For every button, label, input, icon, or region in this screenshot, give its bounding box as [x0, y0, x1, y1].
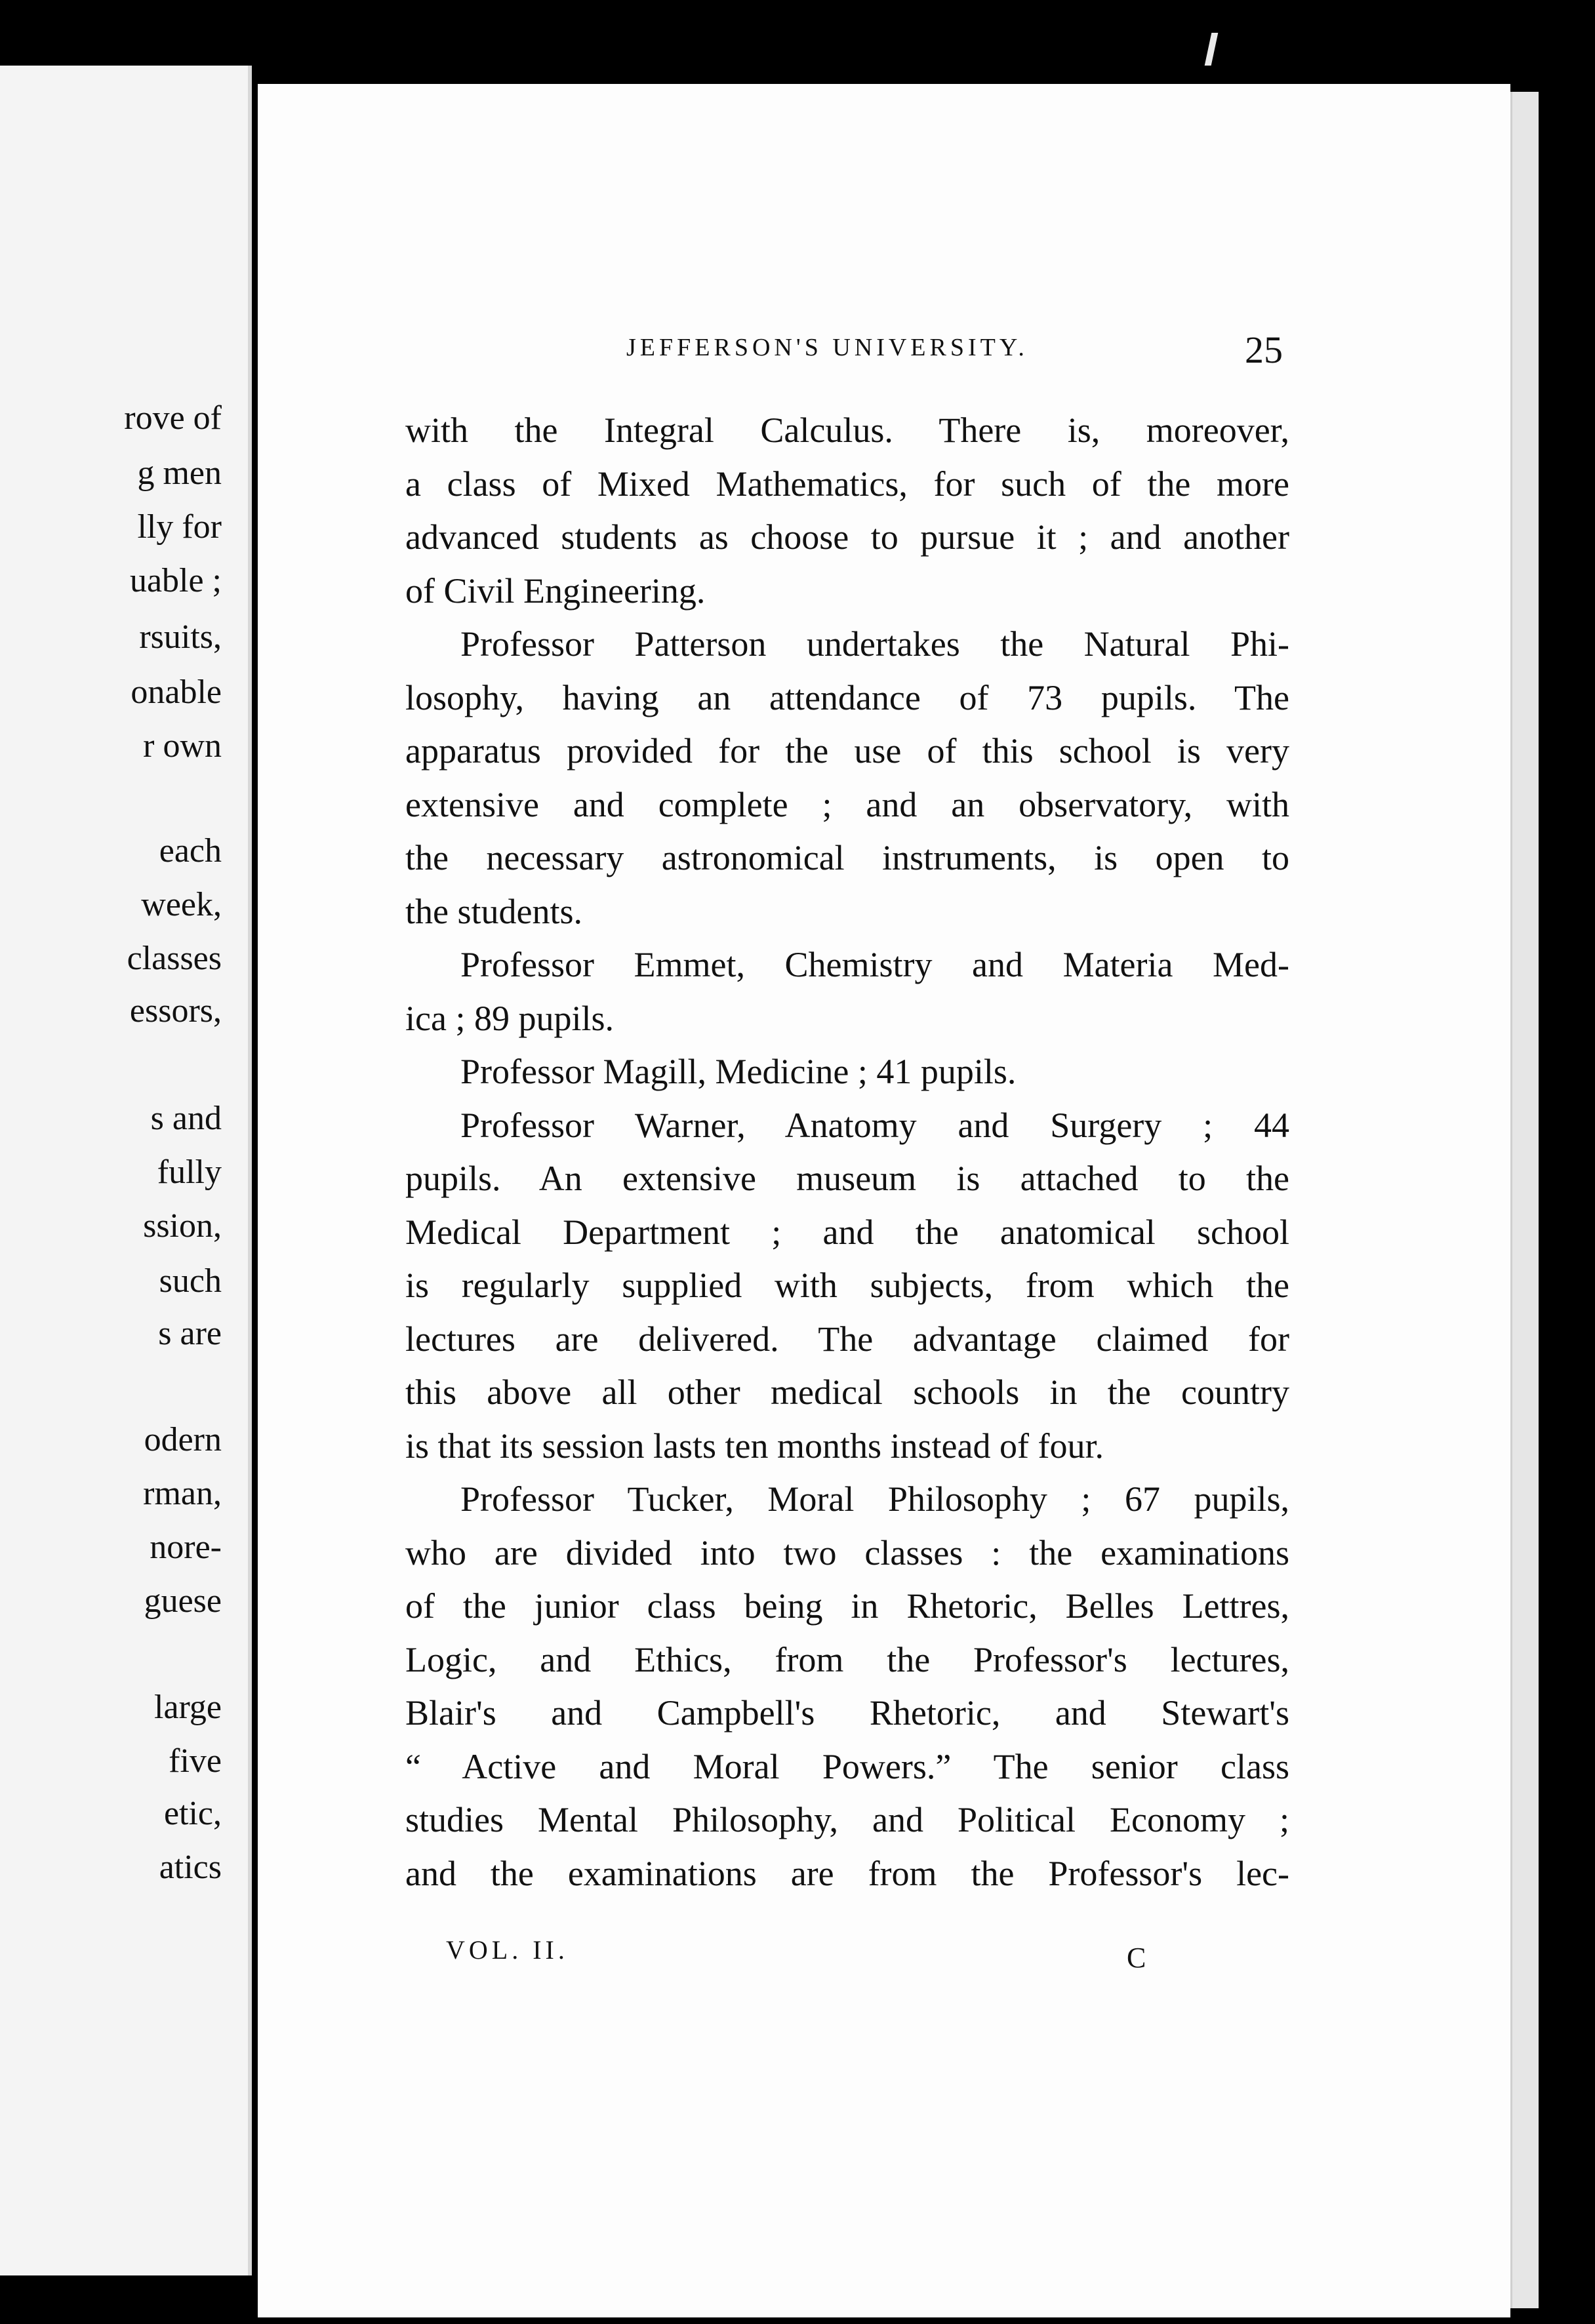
footer-signature-mark: C [1127, 1942, 1146, 1974]
text-line: is that its session lasts ten months instead of four. [405, 1426, 1104, 1466]
left-page-fragment: such [159, 1262, 222, 1300]
left-page-fragment: lly for [137, 508, 222, 546]
text-line: Professor Magill, Medicine ; 41 pupils. [460, 1052, 1017, 1091]
left-page-fragment: etic, [163, 1795, 222, 1832]
text-line: and the examinations are from the Professor's lec- [405, 1853, 1289, 1893]
text-line: extensive and complete ; and an observatory, with [405, 784, 1289, 824]
text-line: Professor Patterson undertakes the Natural Phi- [460, 624, 1289, 664]
text-line: this above all other medical schools in the country [405, 1372, 1289, 1412]
text-line: Professor Emmet, Chemistry and Materia Med- [460, 945, 1289, 984]
text-line: of Civil Engineering. [405, 571, 706, 611]
left-page-fragment: ssion, [143, 1207, 222, 1245]
text-line: advanced students as choose to pursue it ; and another [405, 517, 1289, 557]
left-page-fragment: classes [127, 940, 222, 977]
text-line: Blair's and Campbell's Rhetoric, and Stewart's [405, 1693, 1289, 1733]
text-line: Professor Warner, Anatomy and Surgery ; 44 [460, 1105, 1289, 1145]
text-line: the students. [405, 891, 582, 931]
text-line: of the junior class being in Rhetoric, Belles Lettres, [405, 1586, 1289, 1626]
left-page-fragment: essors, [129, 992, 222, 1030]
body-text [405, 404, 1289, 1900]
text-line: the necessary astronomical instruments, is open to [405, 838, 1289, 877]
left-page-fragment: rman, [143, 1475, 222, 1512]
left-page-fragment: week, [141, 886, 222, 923]
text-line: Professor Tucker, Moral Philosophy ; 67 pupils, [460, 1479, 1289, 1519]
page-number: 25 [1245, 329, 1283, 371]
footer-volume: VOL. II. [446, 1935, 569, 1965]
text-line: studies Mental Philosophy, and Political Economy ; [405, 1800, 1289, 1839]
left-page-fragment: five [169, 1742, 222, 1780]
corner-mark [1205, 33, 1219, 66]
left-page-fragment: fully [157, 1153, 222, 1191]
left-page-fragment: large [154, 1689, 222, 1726]
text-line: a class of Mixed Mathematics, for such of the more [405, 464, 1289, 504]
left-page-fragment: uable ; [129, 562, 222, 599]
left-page-fragment: s and [150, 1100, 222, 1137]
left-page-fragment: s are [158, 1315, 222, 1352]
left-page-fragment: r own [143, 727, 222, 765]
left-page-fragment: atics [159, 1849, 222, 1886]
text-line: “ Active and Moral Powers.” The senior class [405, 1746, 1289, 1786]
left-page-fragment: onable [131, 673, 222, 711]
text-line: ica ; 89 pupils. [405, 998, 614, 1038]
text-line: Logic, and Ethics, from the Professor's lectures, [405, 1639, 1289, 1679]
left-page-fragment: each [159, 832, 222, 870]
text-line: is regularly supplied with subjects, from which the [405, 1266, 1289, 1305]
left-page-fragment: rsuits, [139, 618, 222, 656]
page-edge [1510, 92, 1539, 2308]
text-line: with the Integral Calculus. There is, moreover, [405, 411, 1289, 450]
text-line: apparatus provided for the use of this school is very [405, 731, 1289, 771]
text-line: losophy, having an attendance of 73 pupils. The [405, 677, 1289, 717]
running-header: JEFFERSON'S UNIVERSITY. [626, 334, 1028, 361]
text-line: who are divided into two classes : the examinations [405, 1533, 1289, 1573]
text-line: lectures are delivered. The advantage claimed for [405, 1319, 1289, 1359]
left-page-fragment: odern [144, 1421, 222, 1458]
left-page-fragment: nore- [150, 1529, 222, 1566]
left-page-fragment: g men [137, 454, 222, 492]
text-line: pupils. An extensive museum is attached to the [405, 1159, 1289, 1198]
text-line: Medical Department ; and the anatomical school [405, 1212, 1289, 1252]
left-page-fragment: rove of [124, 399, 222, 437]
left-page-fragment: guese [144, 1582, 222, 1620]
